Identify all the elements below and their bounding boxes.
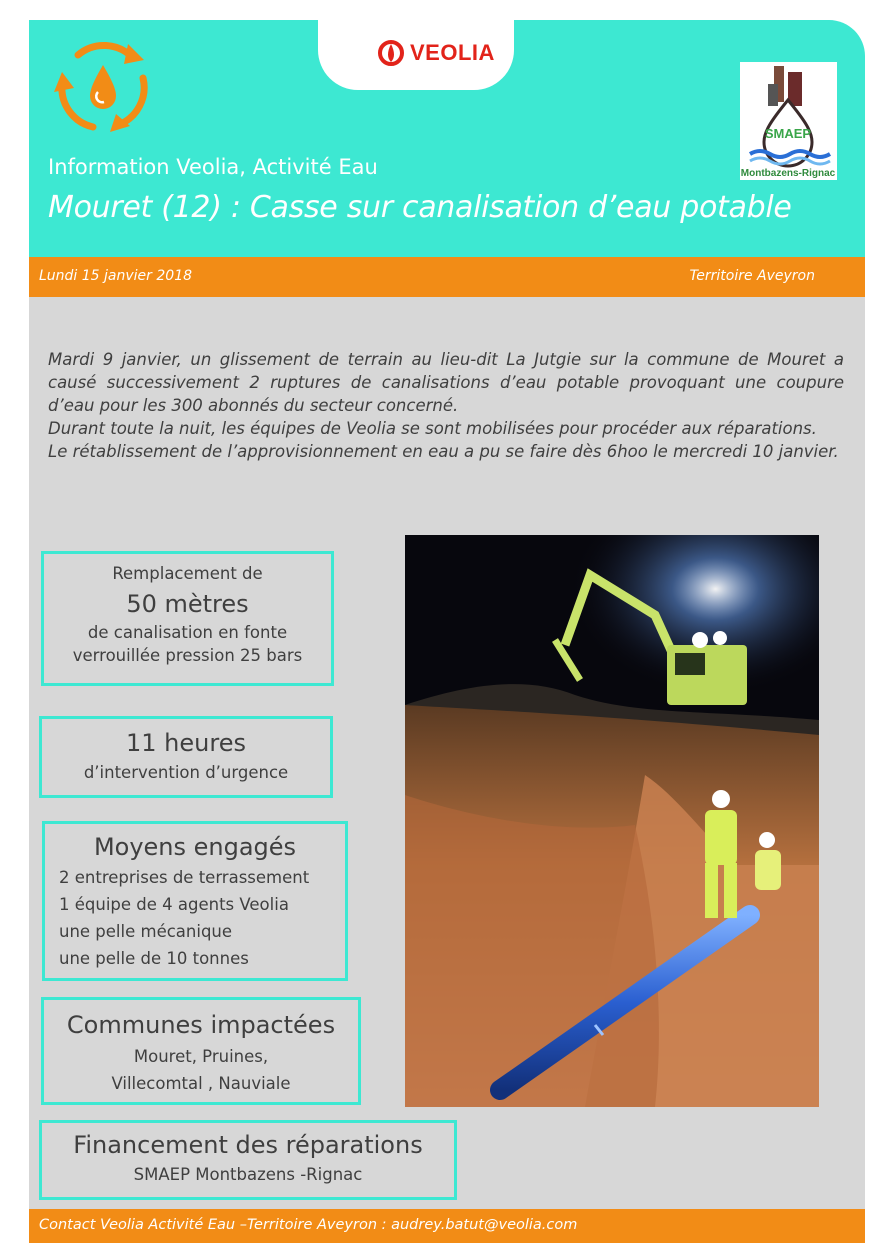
stat-headline: Communes impactées: [66, 1011, 336, 1039]
stat-text: de canalisation en fonte: [87, 623, 288, 642]
footer-contact: Contact Veolia Activité Eau –Territoire Aveyron : audrey.batut@veolia.com: [39, 1217, 578, 1233]
stat-headline: 50 mètres: [126, 590, 249, 618]
territory-label: Territoire Aveyron: [689, 268, 815, 284]
stat-box-communes: [41, 997, 361, 1105]
excavation-photo: [405, 535, 819, 1107]
stat-text: Villecomtal , Nauviale: [111, 1074, 291, 1093]
date-band: [29, 257, 865, 297]
list-item: 1 équipe de 4 agents Veolia: [59, 895, 289, 914]
stat-box-funding: [39, 1120, 457, 1200]
means-list: [45, 864, 345, 972]
stat-text: SMAEP Montbazens -Rignac: [133, 1165, 363, 1184]
smaep-logo-text: SMAEP: [764, 126, 812, 141]
intro-paragraph: Durant toute la nuit, les équipes de Veolia se sont mobilisées pour procéder aux réparations.: [48, 419, 817, 438]
publication-date: Lundi 15 janvier 2018: [39, 268, 193, 284]
stat-box-hours: [39, 716, 333, 798]
intro-text: [48, 348, 844, 463]
stat-text: verrouillée pression 25 bars: [72, 646, 303, 665]
page-title: Mouret (12) : Casse sur canalisation d’eau potable: [48, 190, 792, 225]
veolia-brand-text: VEOLIA: [410, 40, 495, 65]
list-item: une pelle mécanique: [59, 922, 233, 941]
veolia-logo: [378, 40, 495, 66]
list-item: une pelle de 10 tonnes: [59, 949, 249, 968]
smaep-logo: [740, 62, 837, 180]
header-kicker: Information Veolia, Activité Eau: [48, 155, 378, 179]
stat-headline: Moyens engagés: [93, 833, 297, 861]
stat-box-pipe: [41, 551, 334, 686]
stat-headline: Financement des réparations: [73, 1131, 423, 1159]
footer-bar: [29, 1209, 865, 1243]
stat-text: Mouret, Pruines,: [133, 1047, 269, 1066]
intro-paragraph: Mardi 9 janvier, un glissement de terrain au lieu-dit La Jutgie sur la commune de Mouret a causé successivement 2 ruptures de canalisations d’eau potable provoquant une coupure d’eau pour les 300 abonnés du secteur concerné.: [48, 350, 844, 415]
smaep-logo-subtext: Montbazens-Rignac: [740, 168, 836, 179]
veolia-logo-icon: [378, 40, 404, 66]
stat-text: Remplacement de: [112, 564, 263, 583]
stat-headline: 11 heures: [126, 729, 246, 757]
list-item: 2 entreprises de terrassement: [59, 868, 310, 887]
intro-paragraph: Le rétablissement de l’approvisionnement en eau a pu se faire dès 6hoo le mercredi 10 janvier.: [48, 442, 839, 461]
stat-text: d’intervention d’urgence: [83, 763, 289, 782]
recycle-water-drop-icon: [48, 30, 158, 140]
stat-box-means: [42, 821, 348, 981]
